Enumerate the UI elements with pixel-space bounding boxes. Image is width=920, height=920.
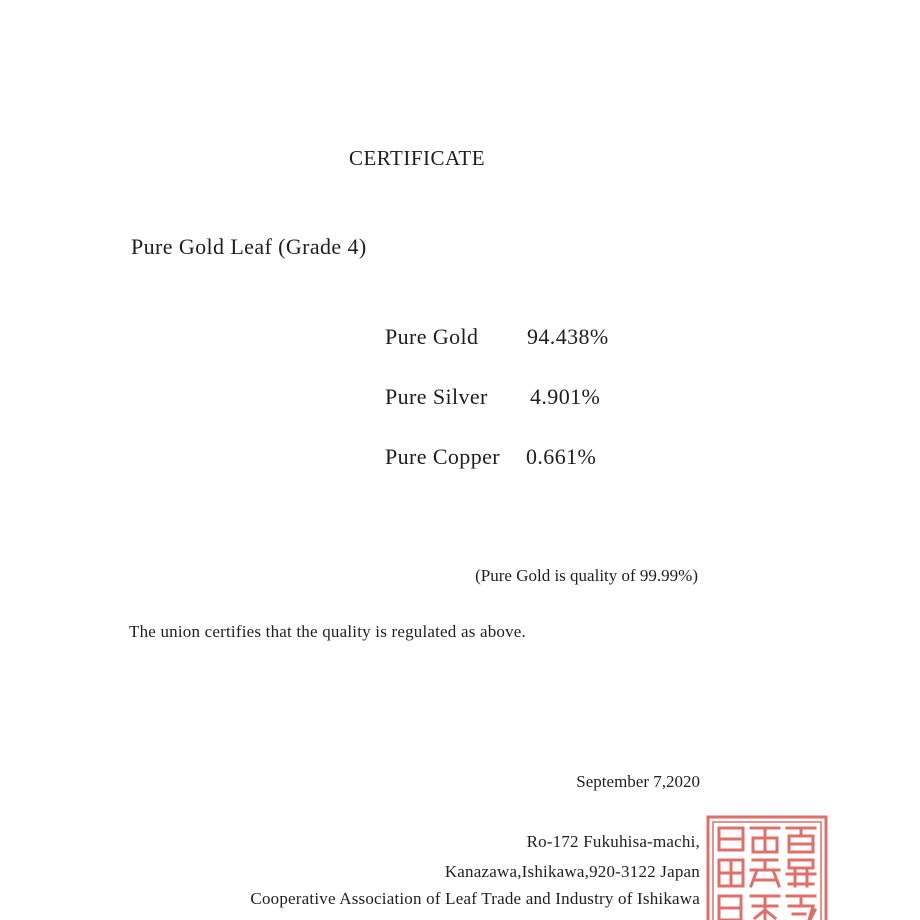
composition-value-gold: 94.438% bbox=[527, 324, 609, 349]
certification-statement: The union certifies that the quality is regulated as above. bbox=[129, 622, 527, 641]
quality-note: (Pure Gold is quality of 99.99%) bbox=[475, 566, 698, 585]
document-title: CERTIFICATE bbox=[348, 146, 486, 170]
composition-label-gold: Pure Gold bbox=[385, 324, 479, 349]
issue-date: September 7,2020 bbox=[576, 772, 700, 791]
address-line-1: Ro-172 Fukuhisa-machi, bbox=[526, 832, 700, 851]
product-name: Pure Gold Leaf (Grade 4) bbox=[131, 234, 367, 259]
composition-value-copper: 0.661% bbox=[526, 444, 597, 469]
composition-value-silver: 4.901% bbox=[530, 384, 601, 409]
composition-label-silver: Pure Silver bbox=[385, 384, 488, 409]
official-seal-icon bbox=[705, 814, 829, 920]
composition-label-copper: Pure Copper bbox=[385, 444, 500, 469]
address-line-2: Kanazawa,Ishikawa,920-3122 Japan bbox=[444, 862, 700, 881]
issuer-name: Cooperative Association of Leaf Trade and Industry of Ishikawa bbox=[250, 889, 700, 908]
